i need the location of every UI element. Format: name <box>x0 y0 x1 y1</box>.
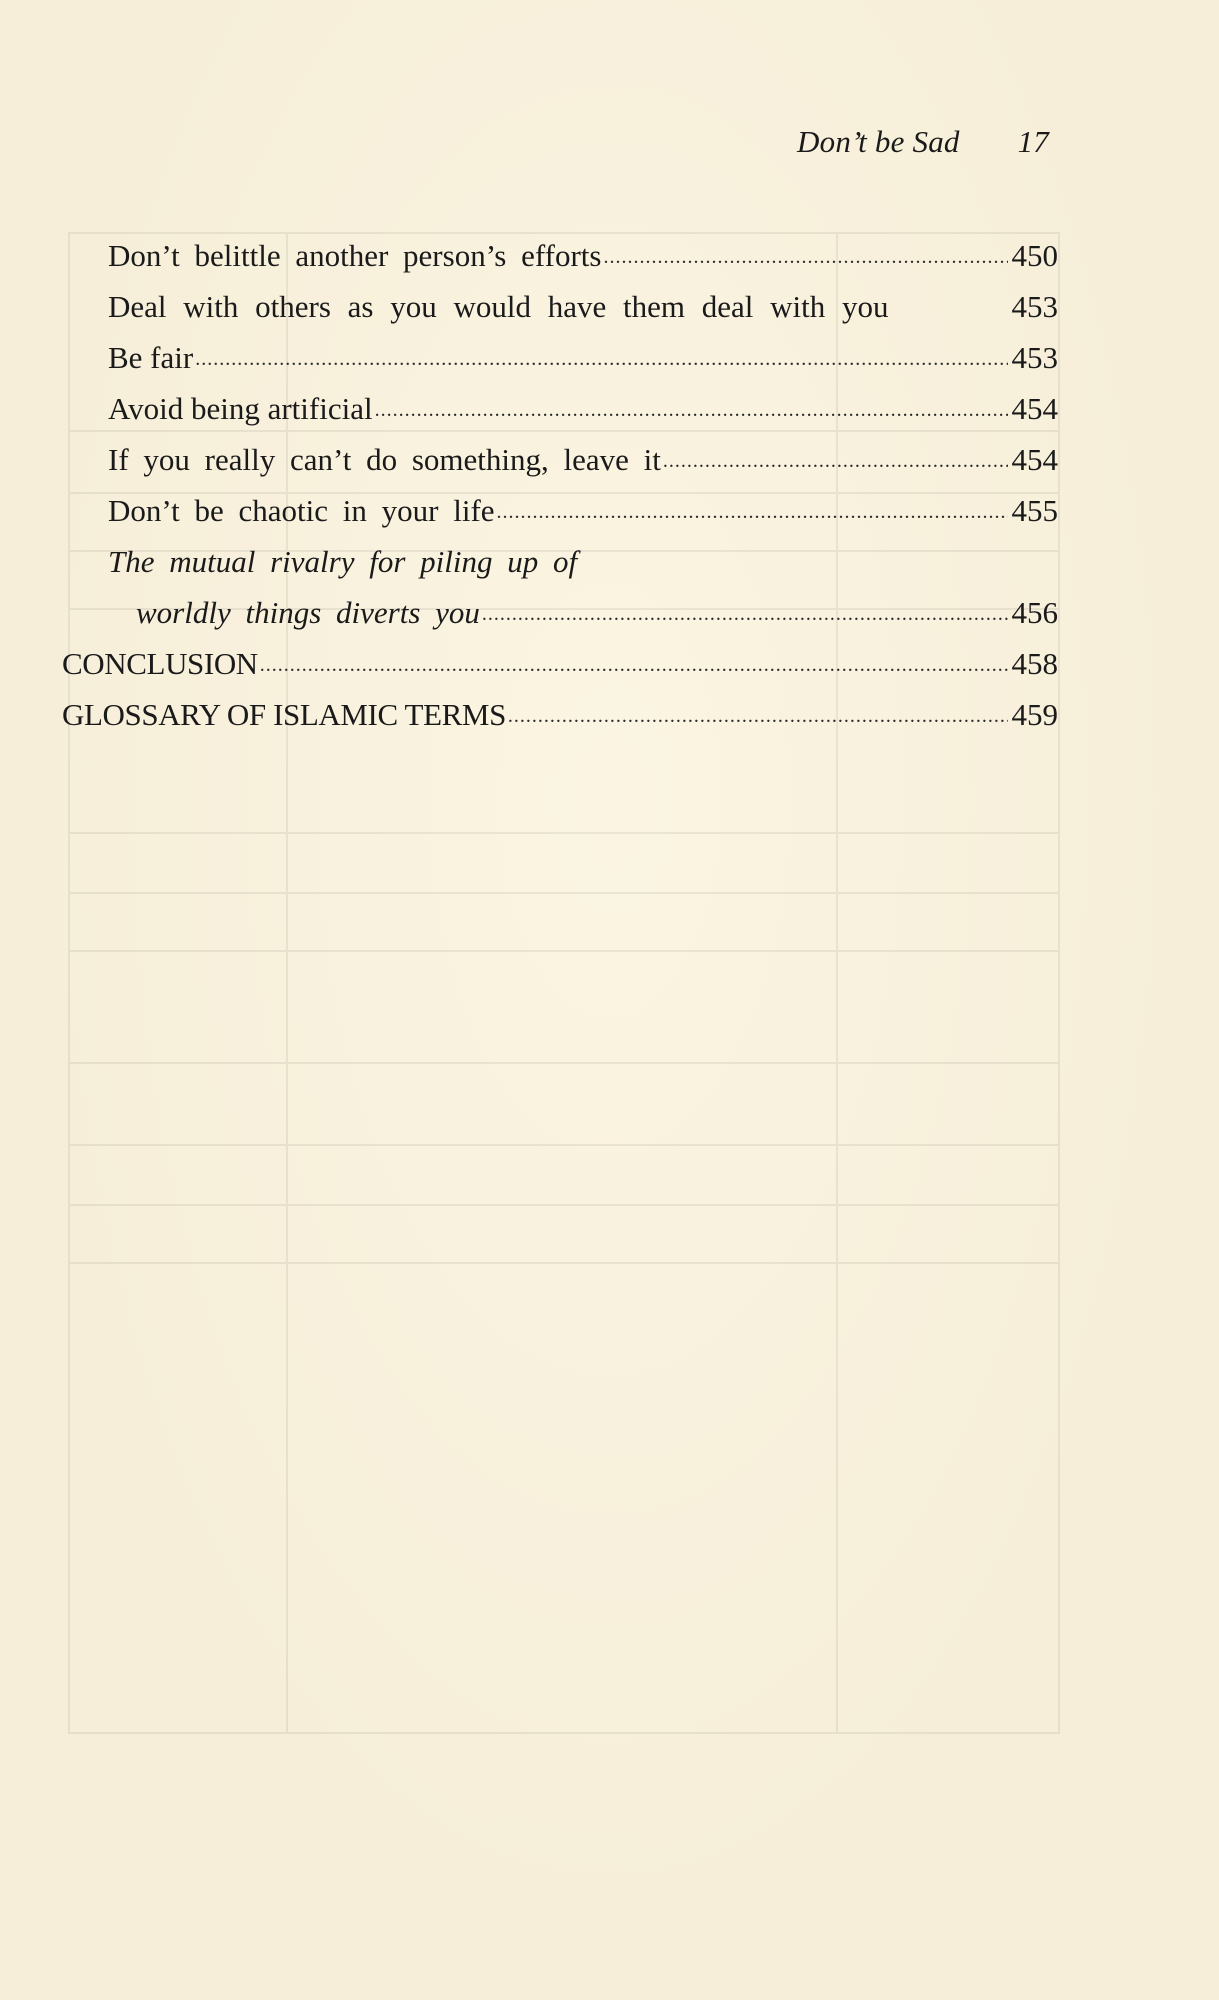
toc-entry[interactable] <box>108 440 1058 480</box>
toc-entry[interactable] <box>108 236 1058 276</box>
toc-entry-page: 459 <box>1011 697 1058 732</box>
toc-entry-label: Don’t be chaotic in your life <box>108 493 495 528</box>
dot-leader <box>375 390 1008 430</box>
toc-entry-label: Avoid being artificial <box>108 391 373 426</box>
toc-entry[interactable] <box>108 491 1058 531</box>
toc-entry-label: Don’t belittle another person’s efforts <box>108 238 602 273</box>
toc-entry-page: 453 <box>1011 340 1058 375</box>
toc-entry-page: 453 <box>1011 289 1058 324</box>
toc-entry-label: CONCLUSION <box>62 646 258 681</box>
toc-entry[interactable] <box>62 644 1058 684</box>
toc-entry[interactable] <box>62 695 1058 735</box>
dot-leader <box>260 645 1008 685</box>
toc-entry[interactable] <box>108 287 1058 327</box>
dot-leader <box>497 492 1008 532</box>
toc-entry-page: 458 <box>1011 646 1058 681</box>
toc-entry-page: 450 <box>1011 238 1058 273</box>
toc-entry-page: 456 <box>1011 595 1058 630</box>
toc-entry-label: GLOSSARY OF ISLAMIC TERMS <box>62 697 506 732</box>
book-title: Don’t be Sad <box>797 124 960 159</box>
dot-leader <box>603 237 1007 277</box>
toc-entry-label: Deal with others as you would have them deal with you <box>108 289 889 324</box>
toc-entry[interactable] <box>108 389 1058 429</box>
toc-entry[interactable] <box>108 338 1058 378</box>
dot-leader <box>195 339 1007 379</box>
toc-entry-page: 455 <box>1011 493 1058 528</box>
dot-leader <box>508 696 1008 736</box>
toc-entry-label: The mutual rivalry for piling up of <box>108 544 578 579</box>
running-head <box>797 124 1049 160</box>
toc-entry-label: Be fair <box>108 340 194 375</box>
toc-entry[interactable] <box>136 593 1058 633</box>
toc-entry-page: 454 <box>1011 391 1058 426</box>
toc-entry-label: If you really can’t do something, leave it <box>108 442 661 477</box>
toc-entry-heading[interactable] <box>108 542 1058 582</box>
dot-leader <box>663 441 1008 481</box>
dot-leader <box>482 594 1008 634</box>
toc-entry-label: worldly things diverts you <box>136 595 480 630</box>
toc-entry-page: 454 <box>1011 442 1058 477</box>
page-number: 17 <box>1017 124 1049 159</box>
